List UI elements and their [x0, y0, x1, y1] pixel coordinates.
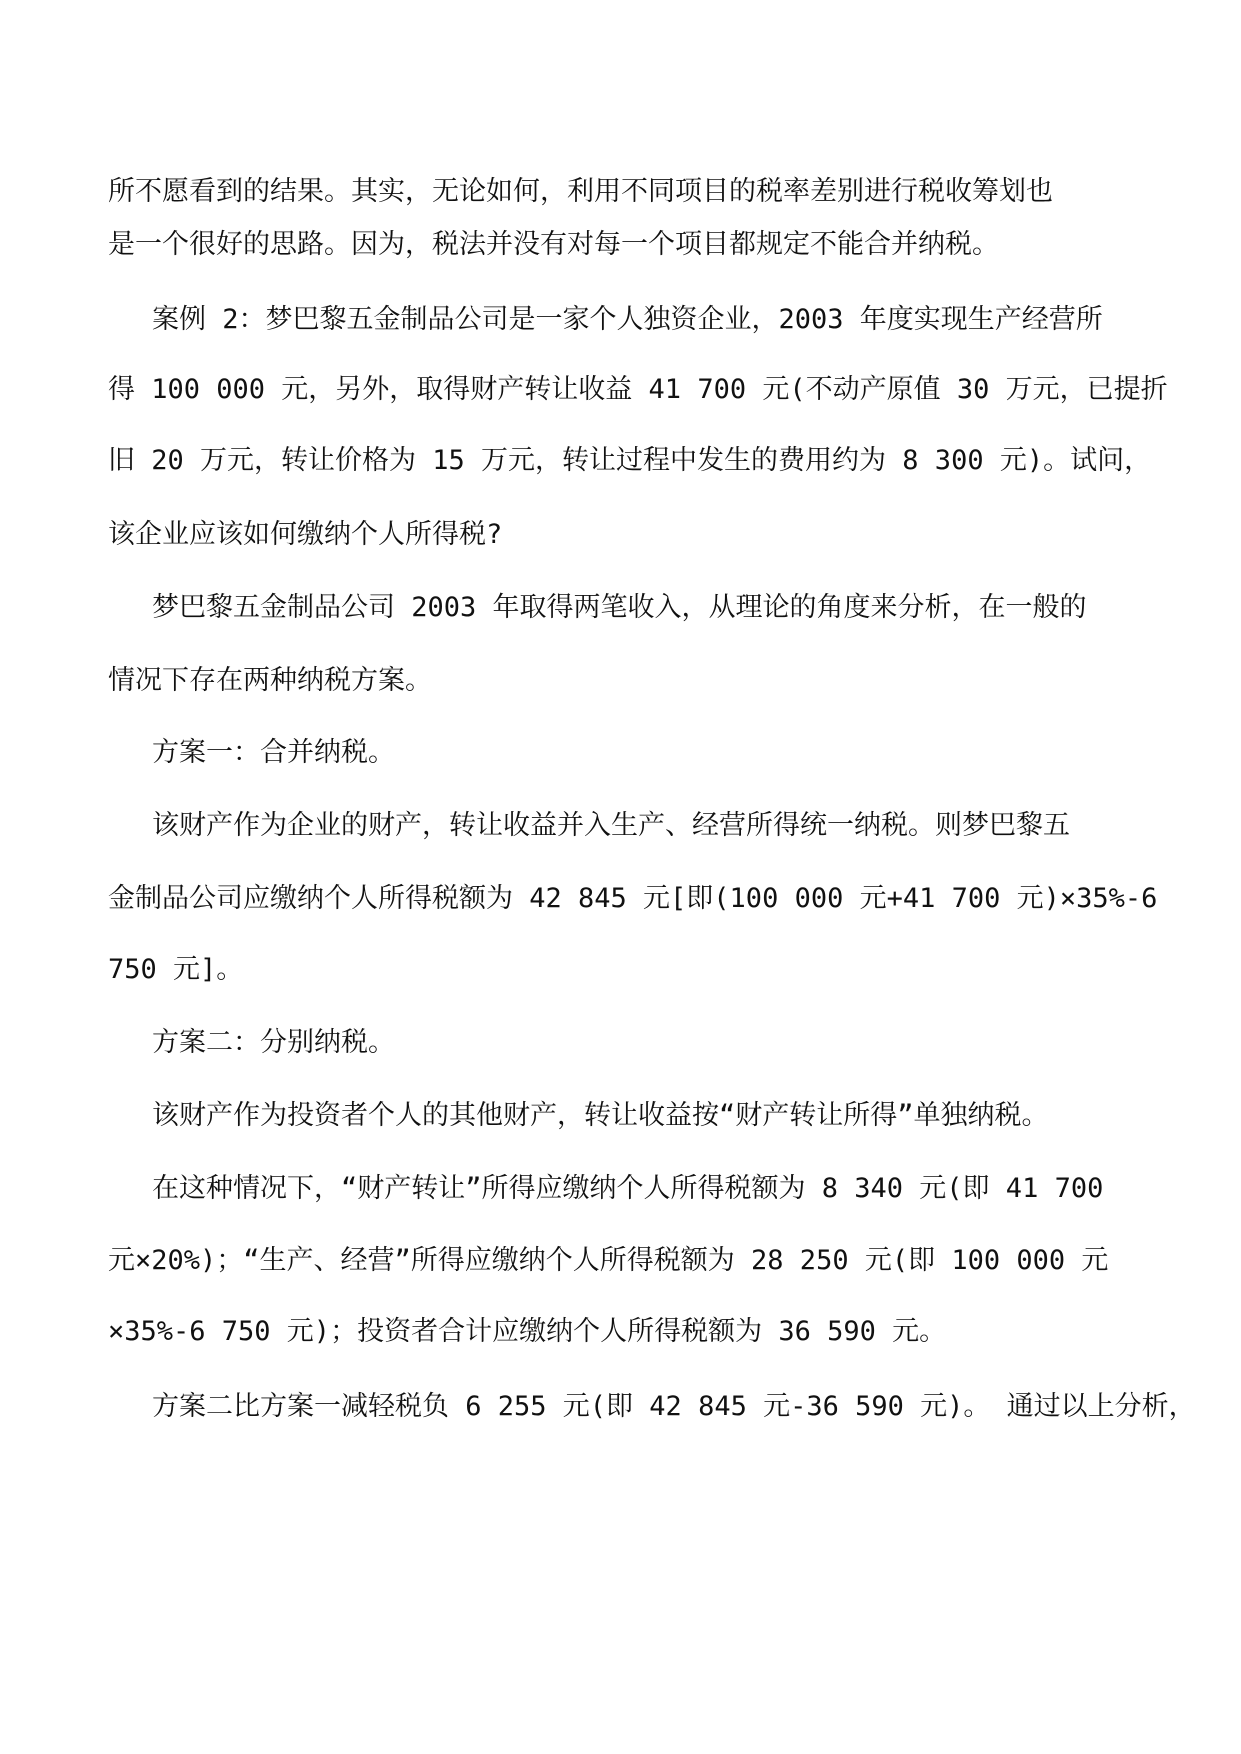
text-line: 所不愿看到的结果。其实，无论如何，利用不同项目的税率差别进行税收筹划也: [108, 176, 1053, 207]
text-line: 梦巴黎五金制品公司 2003 年取得两笔收入，从理论的角度来分析，在一般的: [152, 592, 1087, 623]
text-line: 方案一：合并纳税。: [152, 737, 395, 768]
text-line: 得 100 000 元，另外，取得财产转让收益 41 700 元(不动产原值 30 万元，已提折: [108, 374, 1168, 405]
text-line: 案例 2：梦巴黎五金制品公司是一家个人独资企业，2003 年度实现生产经营所: [152, 304, 1103, 335]
text-line: 是一个很好的思路。因为，税法并没有对每一个项目都规定不能合并纳税。: [108, 229, 999, 260]
text-line: 该企业应该如何缴纳个人所得税?: [108, 519, 503, 550]
text-line: 在这种情况下，“财产转让”所得应缴纳个人所得税额为 8 340 元(即 41 700: [152, 1173, 1104, 1204]
text-line: 情况下存在两种纳税方案。: [108, 665, 432, 696]
text-line: 该财产作为投资者个人的其他财产，转让收益按“财产转让所得”单独纳税。: [152, 1100, 1049, 1131]
text-line: 元×20%)；“生产、经营”所得应缴纳个人所得税额为 28 250 元(即 100 000 元: [108, 1245, 1109, 1276]
text-line: 金制品公司应缴纳个人所得税额为 42 845 元[即(100 000 元+41 700 元)×35%-6: [108, 883, 1158, 914]
text-line: 750 元]。: [108, 954, 244, 985]
text-line: 该财产作为企业的财产，转让收益并入生产、经营所得统一纳税。则梦巴黎五: [152, 810, 1070, 841]
text-line: 旧 20 万元，转让价格为 15 万元，转让过程中发生的费用约为 8 300 元)。试问，: [108, 445, 1152, 476]
text-line: 方案二：分别纳税。: [152, 1027, 395, 1058]
text-line: ×35%-6 750 元)；投资者合计应缴纳个人所得税额为 36 590 元。: [108, 1316, 947, 1347]
text-line: 方案二比方案一减轻税负 6 255 元(即 42 845 元-36 590 元)。 通过以上分析，: [152, 1391, 1196, 1422]
